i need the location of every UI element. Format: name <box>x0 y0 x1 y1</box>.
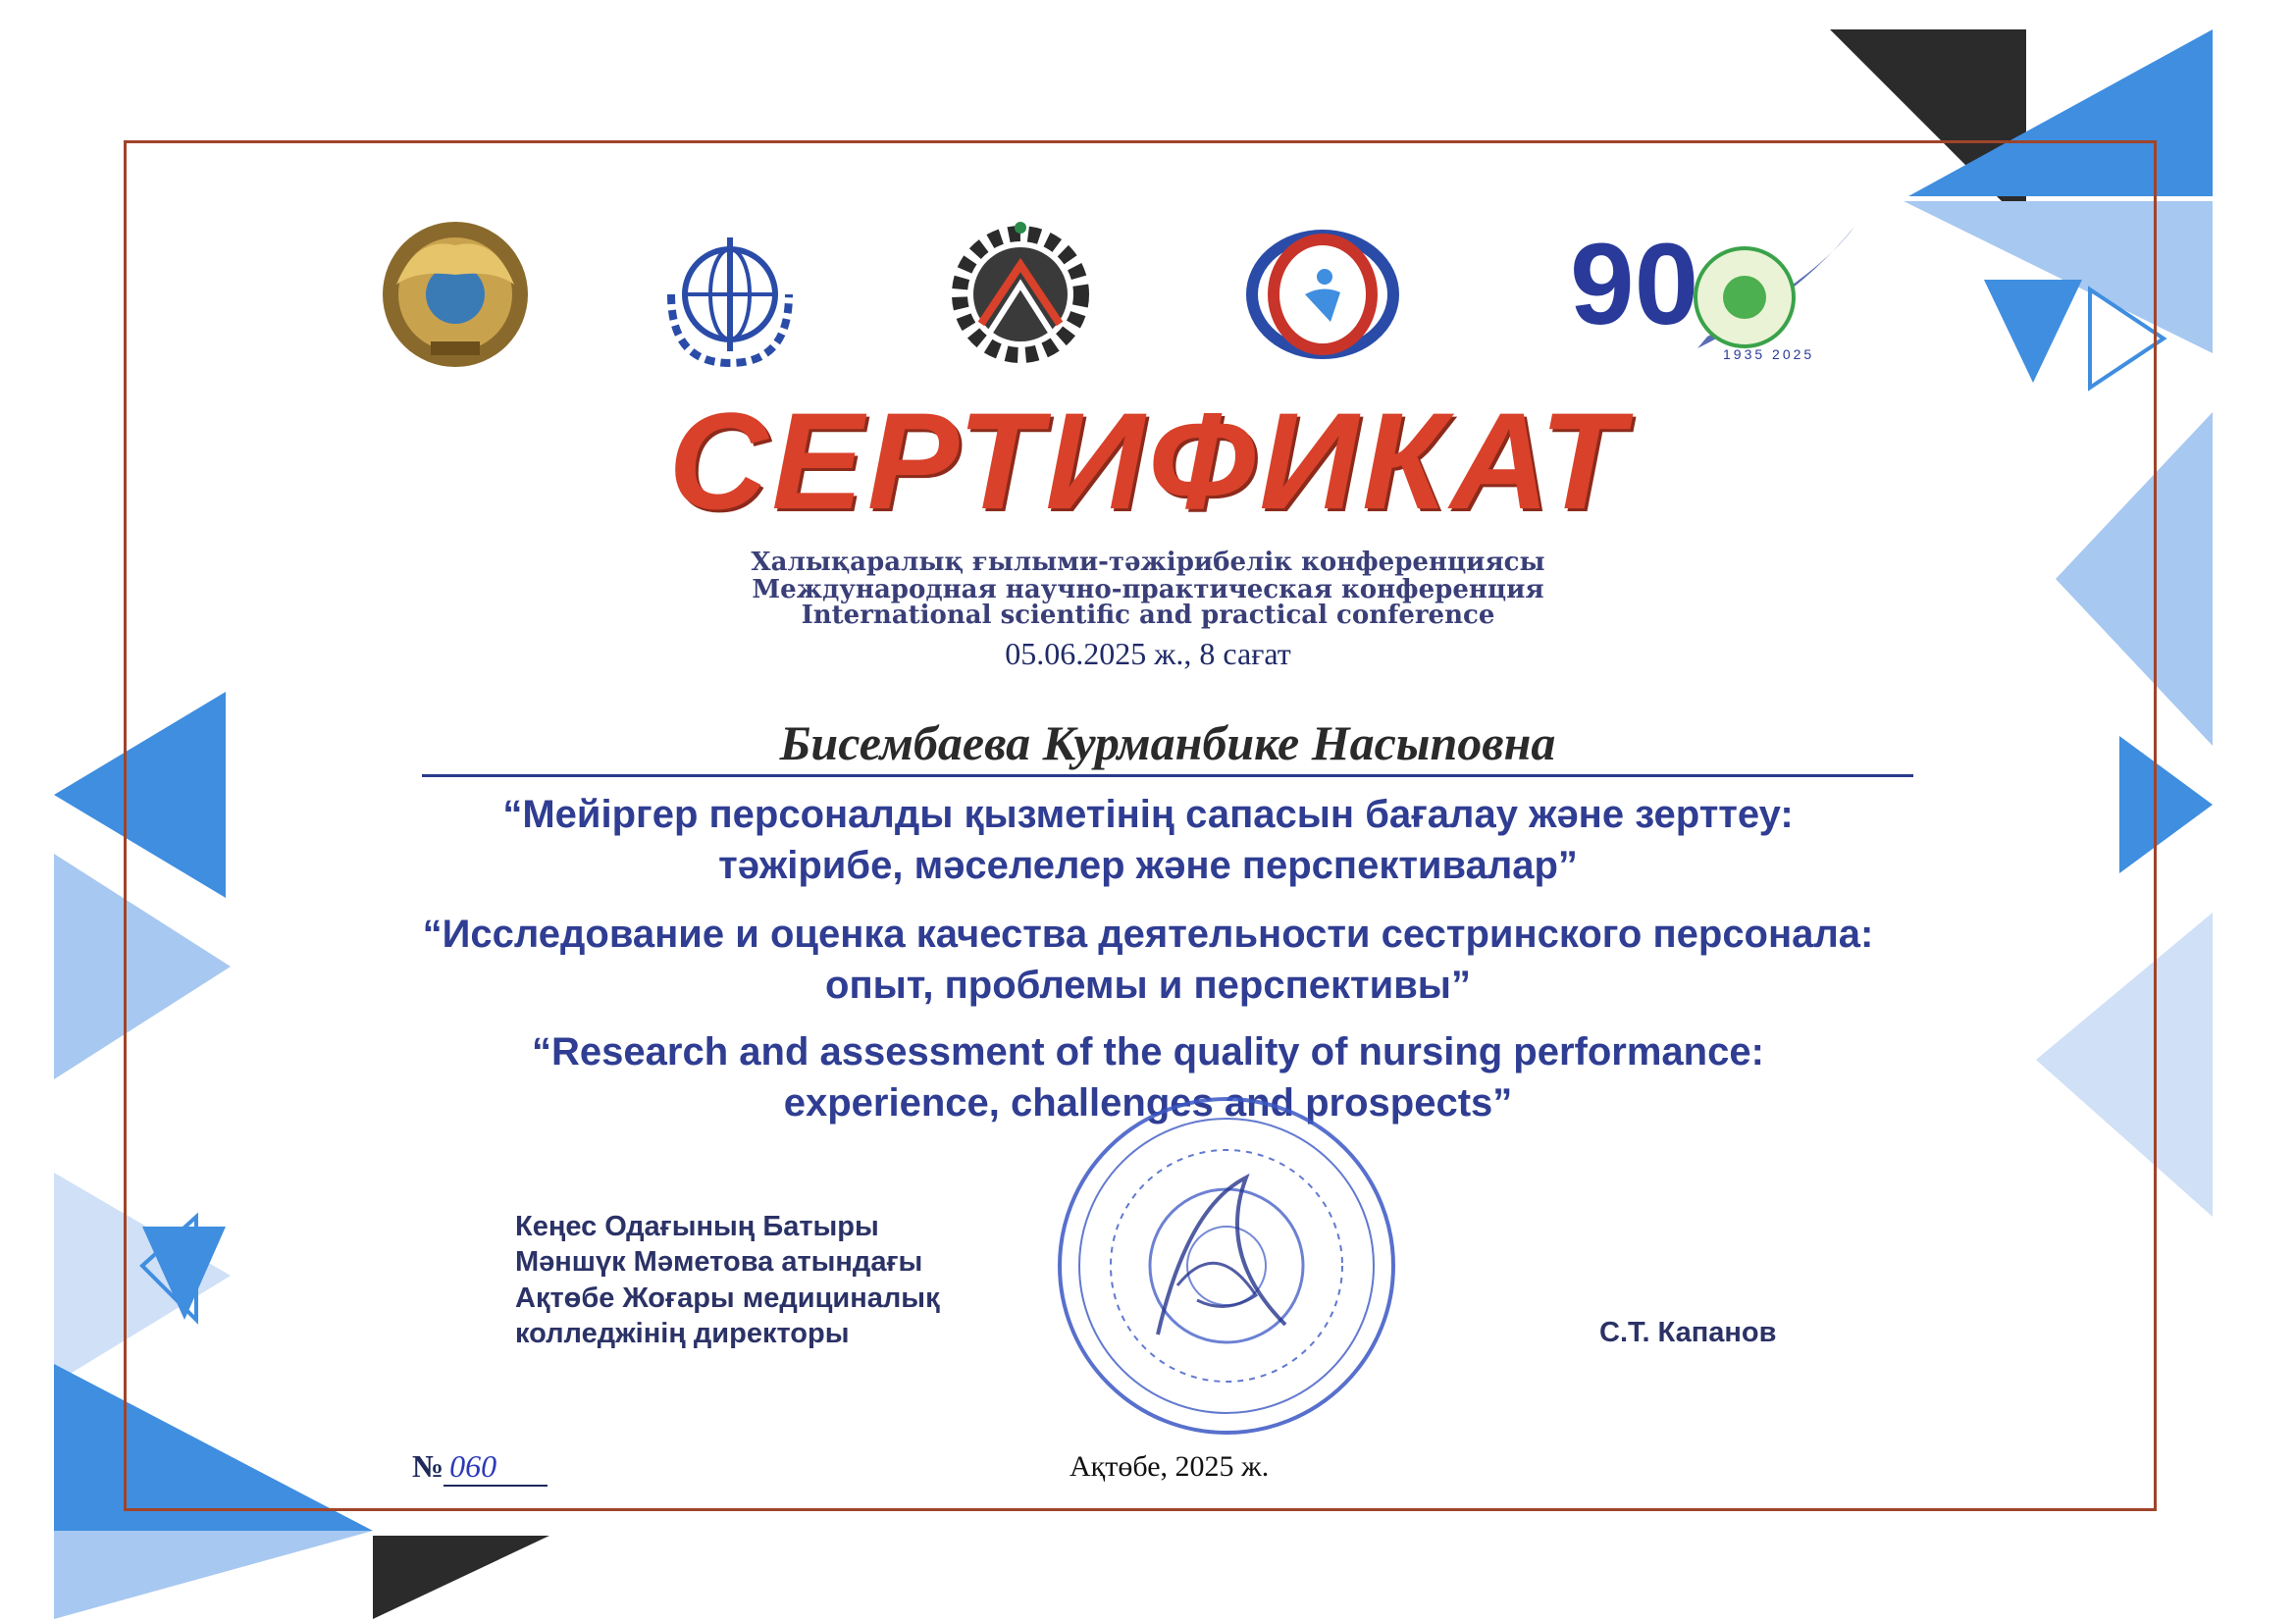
topic-en-line1: “Research and assessment of the quality of nursing performance: <box>532 1030 1764 1073</box>
signatory-line-2: Мәншүк Мәметова атындағы <box>515 1246 923 1279</box>
certificate-number <box>412 1448 548 1487</box>
conference-name-en: International scientific and practical conference <box>801 601 1495 630</box>
topic-kk-line2: тәжірибе, мәселелер және перспективалар” <box>718 844 1578 887</box>
signatory-line-3: Ақтөбе Жоғары медициналық <box>515 1282 940 1314</box>
recipient-name: Бисембаева Курманбике Насыповна <box>422 716 1913 777</box>
number-label: № <box>412 1448 444 1484</box>
topic-ru-line1: “Исследование и оценка качества деятельности сестринского персонала: <box>422 913 1874 956</box>
conference-name-ru: Международная научно-практическая конференция <box>752 575 1544 604</box>
anniversary-90-text: 90 <box>1570 220 1699 349</box>
signatory-name: С.Т. Капанов <box>1599 1317 1777 1348</box>
topic-kk-line1: “Мейіргер персоналды қызметінің сапасын бағалау және зерттеу: <box>502 793 1794 836</box>
anniversary-years: 1935 2025 <box>1723 346 1815 362</box>
conference-name-kk: Халықаралық ғылыми-тәжірибелік конференциясы <box>751 548 1545 577</box>
topic-ru-line2: опыт, проблемы и перспективы” <box>825 964 1471 1007</box>
certificate-title: СЕРТИФИКАТ <box>668 384 1628 538</box>
seal-stamp-icon <box>1050 1089 1403 1442</box>
signatory-title <box>515 1209 940 1351</box>
conference-date: 05.06.2025 ж., 8 сағат <box>1005 636 1291 671</box>
signatory-line-1: Кеңес Одағының Батыры <box>515 1211 879 1242</box>
topic-en-line2: experience, challenges and prospects” <box>783 1081 1513 1125</box>
place-year: Ақтөбе, 2025 ж. <box>1070 1450 1270 1483</box>
number-value: 060 <box>444 1448 548 1487</box>
signatory-line-4: колледжінің директоры <box>515 1317 850 1349</box>
